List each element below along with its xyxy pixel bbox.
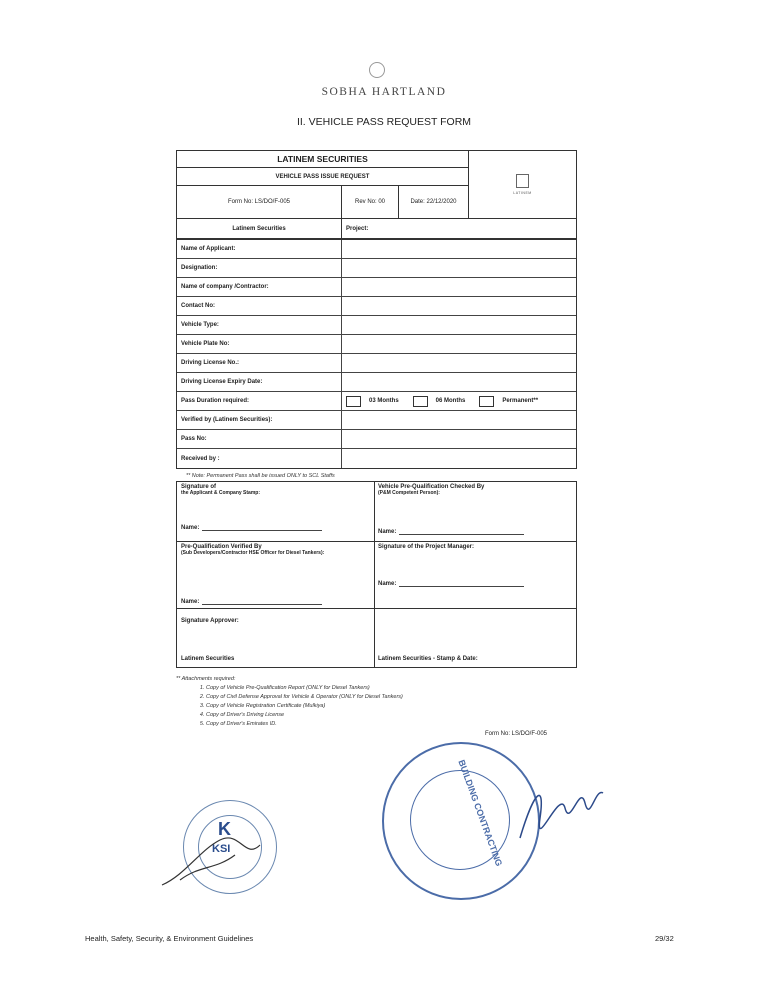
row-label: Received by :: [177, 449, 342, 468]
table-row: [177, 335, 576, 354]
signature-label: Signature of: [181, 484, 217, 490]
applicant-details-table: [176, 239, 577, 469]
logo-text: LATINEM: [513, 191, 532, 195]
approver-label: Signature Approver:: [181, 618, 239, 624]
pm-name-line[interactable]: [374, 578, 528, 589]
name-label: Name:: [378, 529, 397, 535]
row-label: Verified by (Latinem Securities):: [177, 411, 342, 429]
pass-duration-options: [342, 392, 576, 410]
preq-verified-sublabel: (Sub Developers/Contractor HSE Officer for Diesel Tankers):: [181, 550, 325, 556]
checkbox-6-months[interactable]: [413, 396, 428, 407]
permanent-pass-note: ** Note: Permanent Pass shall be issued ONLY to SCL Staffs: [186, 473, 335, 479]
list-item: 2. Copy of Civil Defense Approval for Vehicle & Operator (ONLY for Diesel Tankers): [206, 693, 403, 702]
row-label: Name of Applicant:: [177, 240, 342, 258]
row-label: Name of company /Contractor:: [177, 278, 342, 296]
divider: [374, 482, 375, 667]
table-row: [177, 278, 576, 297]
preq-checked-cell: [374, 482, 578, 498]
row-label: Driving License No.:: [177, 354, 342, 372]
license-expiry-field[interactable]: [342, 373, 576, 391]
divider: [177, 608, 576, 609]
checkbox-permanent[interactable]: [479, 396, 494, 407]
project-label: Project:: [346, 225, 369, 232]
latinem-label: Latinem Securities: [177, 219, 342, 238]
received-by-field[interactable]: [342, 449, 576, 468]
list-item: 5. Copy of Driver's Emirates ID.: [206, 720, 403, 729]
table-row: [177, 373, 576, 392]
row-label: Vehicle Plate No:: [177, 335, 342, 353]
table-row: [177, 392, 576, 411]
stamp-letter: K: [218, 819, 231, 839]
option-label: 03 Months: [369, 398, 399, 404]
vehicle-type-field[interactable]: [342, 316, 576, 334]
latinem-footer-label: Latinem Securities: [181, 656, 235, 662]
option-label: 06 Months: [435, 398, 466, 404]
row-label: Pass No:: [177, 430, 342, 448]
form-number-bottom: Form No: LS/DO/F-005: [485, 731, 548, 737]
row-label: Vehicle Type:: [177, 316, 342, 334]
license-number-field[interactable]: [342, 354, 576, 372]
contact-field[interactable]: [342, 297, 576, 315]
latinem-stamp-label: Latinem Securities - Stamp & Date:: [378, 656, 478, 662]
attachments-list: [176, 675, 403, 729]
preq-verified-cell: [177, 542, 374, 558]
table-row: [177, 240, 576, 259]
signature-scribble-icon: [160, 830, 270, 890]
form-subtitle: VEHICLE PASS ISSUE REQUEST: [177, 168, 469, 186]
row-label: Pass Duration required:: [177, 392, 342, 410]
page-number: 29/32: [655, 934, 674, 943]
form-header-table: [176, 150, 577, 239]
name-label: Name:: [181, 599, 200, 605]
signature-sublabel: the Applicant & Company Stamp:: [181, 490, 260, 496]
attachments-heading: ** Attachments required:: [176, 676, 236, 682]
preq-verified-label: Pre-Qualification Verified By: [181, 544, 262, 550]
company-name: LATINEM SECURITIES: [177, 151, 469, 168]
verified-by-field[interactable]: [342, 411, 576, 429]
row-label: Driving License Expiry Date:: [177, 373, 342, 391]
crest-icon: [516, 174, 529, 188]
preq-name-line[interactable]: [374, 526, 528, 537]
stamp-text: BUILDING CONTRACTING: [456, 758, 505, 868]
name-label: Name:: [378, 581, 397, 587]
duration-option: [475, 396, 538, 407]
table-row: [177, 430, 576, 449]
pm-signature-label: Signature of the Project Manager:: [378, 544, 475, 550]
designation-field[interactable]: [342, 259, 576, 277]
option-label: Permanent**: [502, 398, 539, 404]
brand-logo-icon: [369, 62, 385, 78]
table-row: [177, 316, 576, 335]
latinem-logo: [469, 151, 576, 219]
signature-scribble-icon: [515, 778, 605, 848]
form-title: II. VEHICLE PASS REQUEST FORM: [296, 116, 472, 128]
row-label: Designation:: [177, 259, 342, 277]
revision-number: Rev No: 00: [342, 186, 399, 219]
applicant-name-line[interactable]: [177, 522, 326, 533]
duration-option: [342, 396, 399, 407]
preq-sublabel: (P&M Competent Person):: [378, 490, 440, 496]
brand-name: SOBHA HARTLAND: [321, 86, 447, 98]
name-label: Name:: [181, 525, 200, 531]
signature-table: [176, 481, 577, 668]
company-field[interactable]: [342, 278, 576, 296]
list-item: 4. Copy of Driver's Driving License: [206, 711, 403, 720]
checkbox-3-months[interactable]: [346, 396, 361, 407]
table-row: [177, 449, 576, 468]
form-date: Date: 22/12/2020: [399, 186, 469, 219]
row-label: Contact No:: [177, 297, 342, 315]
stamp-name: KSI: [212, 843, 231, 855]
table-row: [177, 297, 576, 316]
plate-number-field[interactable]: [342, 335, 576, 353]
project-manager-cell: [374, 542, 578, 552]
approver-cell: [177, 616, 374, 626]
preq-label: Vehicle Pre-Qualification Checked By: [378, 484, 485, 490]
table-row: [177, 411, 576, 430]
table-row: [177, 259, 576, 278]
footer-title: Health, Safety, Security, & Environment Guidelines: [85, 934, 254, 943]
verifier-name-line[interactable]: [177, 596, 326, 607]
applicant-signature-cell: [177, 482, 374, 498]
list-item: 3. Copy of Vehicle Registration Certificate (Mulkiya): [206, 702, 403, 711]
pass-number-field[interactable]: [342, 430, 576, 448]
form-number: Form No: LS/DO/F-005: [177, 186, 342, 219]
applicant-name-field[interactable]: [342, 240, 576, 258]
duration-option: [409, 396, 466, 407]
list-item: 1. Copy of Vehicle Pre-Qualification Report (ONLY for Diesel Tankers): [206, 684, 403, 693]
table-row: [177, 354, 576, 373]
